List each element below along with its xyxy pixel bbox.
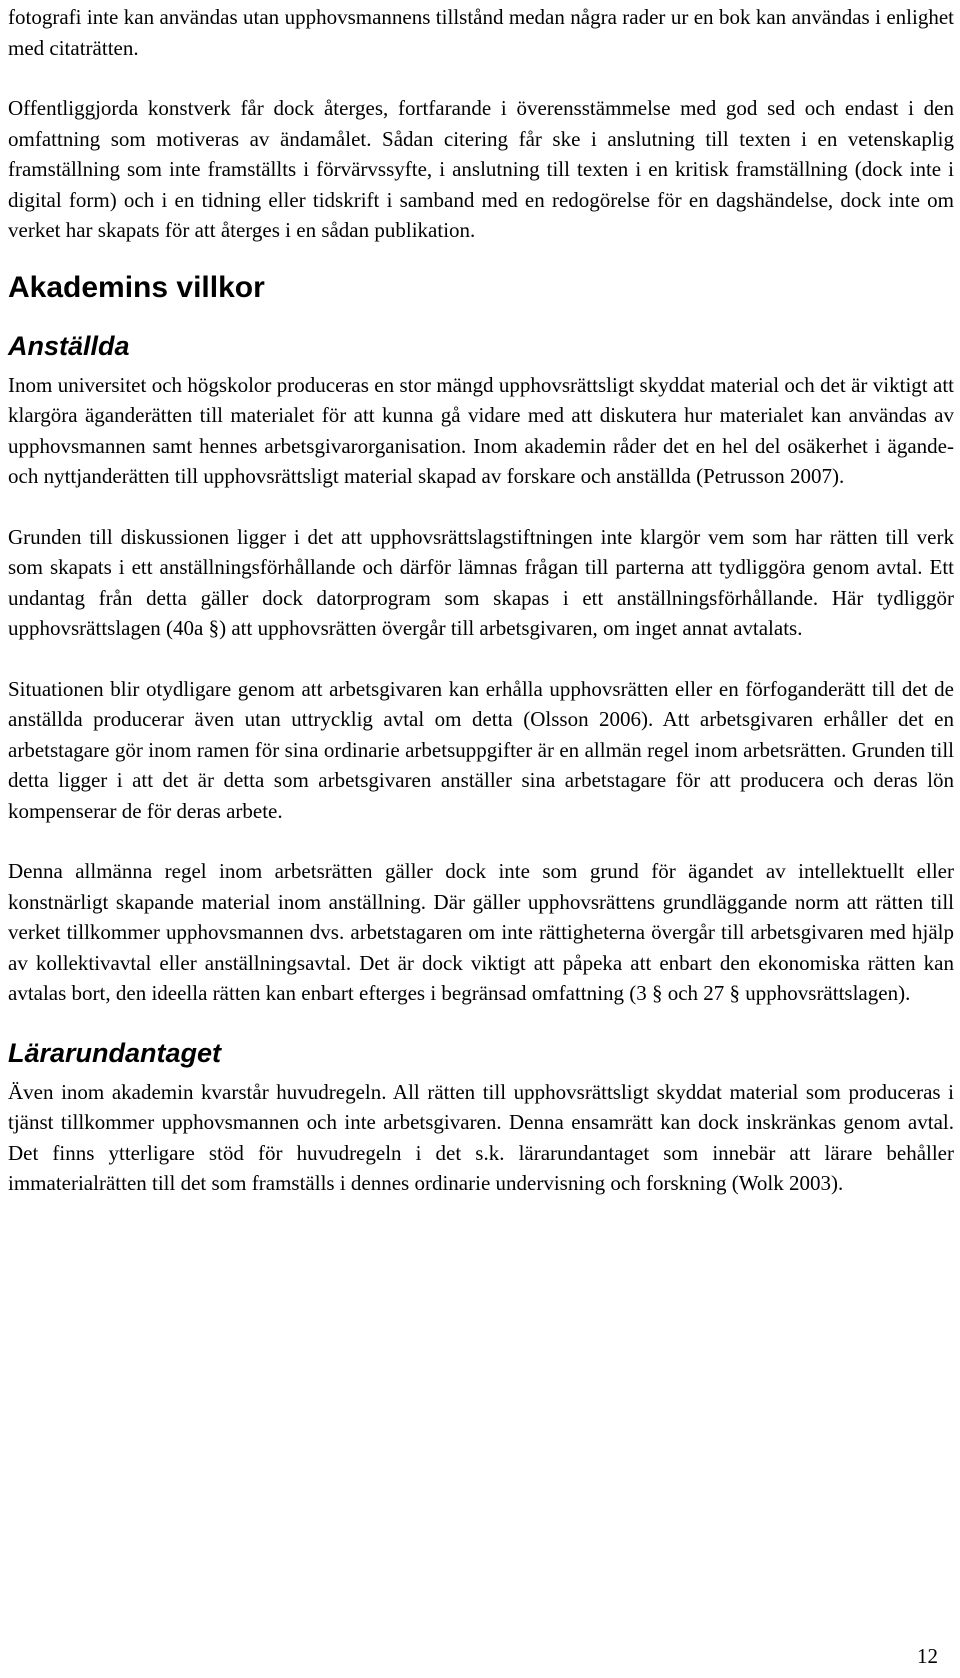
body-paragraph: Inom universitet och högskolor produceras en stor mängd upphovsrättsligt skyddat material och det är viktigt att klargöra äganderätten till materialet för att kunna gå vidare med att diskutera hur materialet kan användas av upphovsmannen samt hennes arbetsgivarorganisation. Inom akademin råder det en hel del osäkerhet i ägande- och nyttjanderätten till upphovsrättsligt material skapad av forskare och anställda (Petrusson 2007). bbox=[8, 372, 954, 488]
section-heading: Akademins villkor bbox=[8, 270, 265, 304]
page-number: 12 bbox=[917, 1644, 938, 1668]
body-paragraph: Grunden till diskussionen ligger i det att upphovsrättslagstiftningen inte klargör vem som har rätten till verk som skapats i ett anställningsförhållande och därför lämnas frågan till parterna att tydliggöra genom avtal. Ett undantag från detta gäller dock datorprogram som skapas i ett anställningsförhållande. Här tydliggör upphovsrättslagen (40a §) att upphovsrätten övergår till arbetsgivaren, om inget annat avtalats. bbox=[8, 524, 954, 640]
body-paragraph: Denna allmänna regel inom arbetsrätten gäller dock inte som grund för ägandet av intellektuellt eller konstnärligt skapande material inom anställning. Där gäller upphovsrättens grundläggande norm att rätten till verket tillkommer upphovsmannen dvs. arbetstagaren om inte rättigheterna övergår till arbetsgivaren med hjälp av kollektivavtal eller anställningsavtal. Det är dock viktigt att påpeka att enbart den ekonomiska rätten kan avtalas bort, den ideella rätten kan enbart efterges i begränsad omfattning (3 § och 27 § upphovsrättslagen). bbox=[8, 859, 954, 1005]
intro-paragraph-1: fotografi inte kan användas utan upphovsmannens tillstånd medan några rader ur en bok kan användas i enlighet med citaträtten. bbox=[8, 5, 954, 60]
subsection-heading-lararundantaget: Lärarundantaget bbox=[8, 1037, 222, 1068]
body-paragraph: Även inom akademin kvarstår huvudregeln. All rätten till upphovsrättsligt skyddat material som produceras i tjänst tillkommer upphovsmannen och inte arbetsgivaren. Denna ensamrätt kan dock inskränkas genom avtal. Det finns ytterligare stöd för huvudregeln i det s.k. lärarundantaget som innebär att lärare behåller immaterialrätten till det som framställs i dennes ordinarie undervisning och forskning (Wolk 2003). bbox=[8, 1079, 954, 1195]
intro-paragraph-2: Offentliggjorda konstverk får dock återges, fortfarande i överensstämmelse med god sed och endast i den omfattning som motiveras av ändamålet. Sådan citering får ske i anslutning till texten i en vetenskaplig framställning som inte framställts i förvärvssyfte, i anslutning till texten i en kritisk framställning (dock inte i digital form) och i en tidning eller tidskrift i samband med en redogörelse för en dagshändelse, dock inte om verket har skapats för att återges i en sådan publikation. bbox=[8, 96, 954, 242]
document-page bbox=[8, 0, 954, 1199]
subsection-heading-anstallda: Anställda bbox=[8, 330, 130, 361]
body-paragraph: Situationen blir otydligare genom att arbetsgivaren kan erhålla upphovsrätten eller en förfoganderätt till det de anställda producerar även utan uttrycklig avtal om detta (Olsson 2006). Att arbetsgivaren erhåller det en arbetstagare gör inom ramen för sina ordinarie arbetsuppgifter är en allmän regel inom arbetsrätten. Grunden till detta ligger i att det är detta som arbetsgivaren anställer sina arbetstagare för att producera och deras lön kompenserar de för deras arbete. bbox=[8, 676, 954, 823]
